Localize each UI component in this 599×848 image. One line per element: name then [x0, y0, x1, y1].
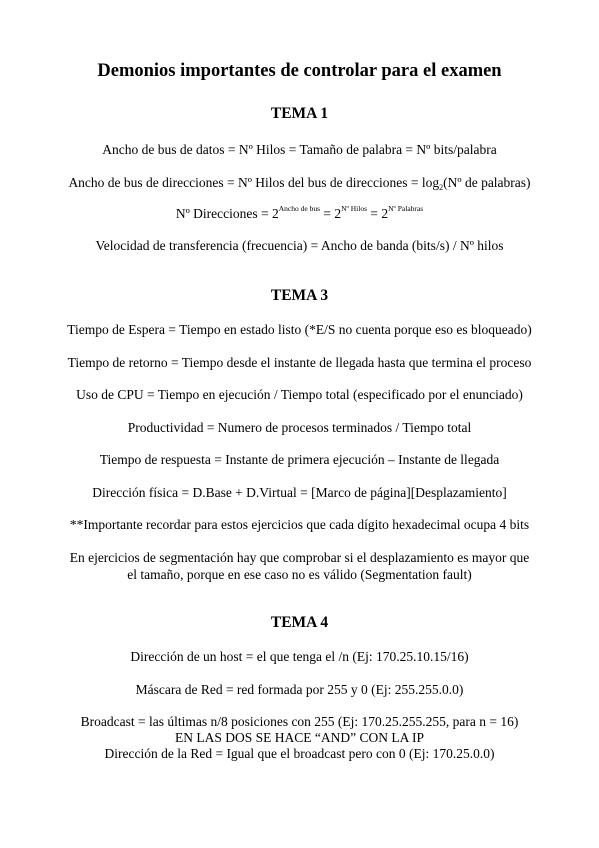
exponent-hilos: Nº Hilos: [341, 204, 367, 213]
formula-uso-cpu: Uso de CPU = Tiempo en ejecución / Tiempo total (especificado por el enunciado): [76, 387, 523, 402]
formula-mascara-red: Máscara de Red = red formada por 255 y 0 (Ej: 255.255.0.0): [135, 682, 464, 697]
formula-text: Ancho de bus de direcciones = Nº Hilos del bus de direcciones = log: [68, 175, 440, 190]
section-heading-tema-4: TEMA 4: [270, 614, 329, 631]
formula-direccion-fisica: Dirección física = D.Base + D.Virtual = [Marco de página][Desplazamiento]: [92, 485, 507, 500]
formula-tiempo-espera: Tiempo de Espera = Tiempo en estado listo (*E/S no cuenta porque eso es bloqueado): [67, 322, 532, 337]
section-heading-tema-3: TEMA 3: [270, 287, 329, 304]
note-and-con-ip: EN LAS DOS SE HACE “AND” CON LA IP: [175, 730, 424, 745]
formula-numero-direcciones: [20, 206, 579, 222]
formula-direccion-red: Dirección de la Red = Igual que el broadcast pero con 0 (Ej: 170.25.0.0): [104, 746, 495, 761]
log-base-subscript: 2: [439, 183, 444, 192]
formula-productividad: Productividad = Numero de procesos terminados / Tiempo total: [127, 420, 472, 435]
formula-text: (Nº de palabras): [443, 175, 531, 190]
section-heading-tema-1: TEMA 1: [270, 105, 329, 122]
formula-broadcast: Broadcast = las últimas n/8 posiciones con 255 (Ej: 170.25.255.255, para n = 16): [80, 714, 519, 729]
formula-text: = 2: [367, 206, 389, 221]
formula-text: Nº Direcciones = 2: [175, 206, 279, 221]
exponent-ancho-bus: Ancho de bus: [278, 204, 320, 213]
note-digito-hexadecimal: **Importante recordar para estos ejercicios que cada dígito hexadecimal ocupa 4 bits: [69, 517, 530, 532]
formula-ancho-bus-datos: Ancho de bus de datos = Nº Hilos = Tamaño de palabra = Nº bits/palabra: [102, 142, 497, 157]
formula-text: = 2: [320, 206, 342, 221]
formula-velocidad-transferencia: Velocidad de transferencia (frecuencia) = Ancho de banda (bits/s) / Nº hilos: [95, 238, 504, 253]
formula-ancho-bus-direcciones: [20, 175, 579, 191]
formula-direccion-host: Dirección de un host = el que tenga el /n (Ej: 170.25.10.15/16): [130, 649, 469, 664]
document-title: Demonios importantes de controlar para el examen: [97, 61, 502, 81]
exponent-palabras: Nº Palabras: [388, 204, 424, 213]
formula-tiempo-respuesta: Tiempo de respuesta = Instante de primera ejecución – Instante de llegada: [99, 452, 500, 467]
note-segmentacion-line-1: En ejercicios de segmentación hay que comprobar si el desplazamiento es mayor que: [69, 550, 530, 565]
note-segmentacion-line-2: el tamaño, porque en ese caso no es válido (Segmentation fault): [127, 567, 472, 582]
formula-tiempo-retorno: Tiempo de retorno = Tiempo desde el instante de llegada hasta que termina el proceso: [67, 355, 532, 370]
